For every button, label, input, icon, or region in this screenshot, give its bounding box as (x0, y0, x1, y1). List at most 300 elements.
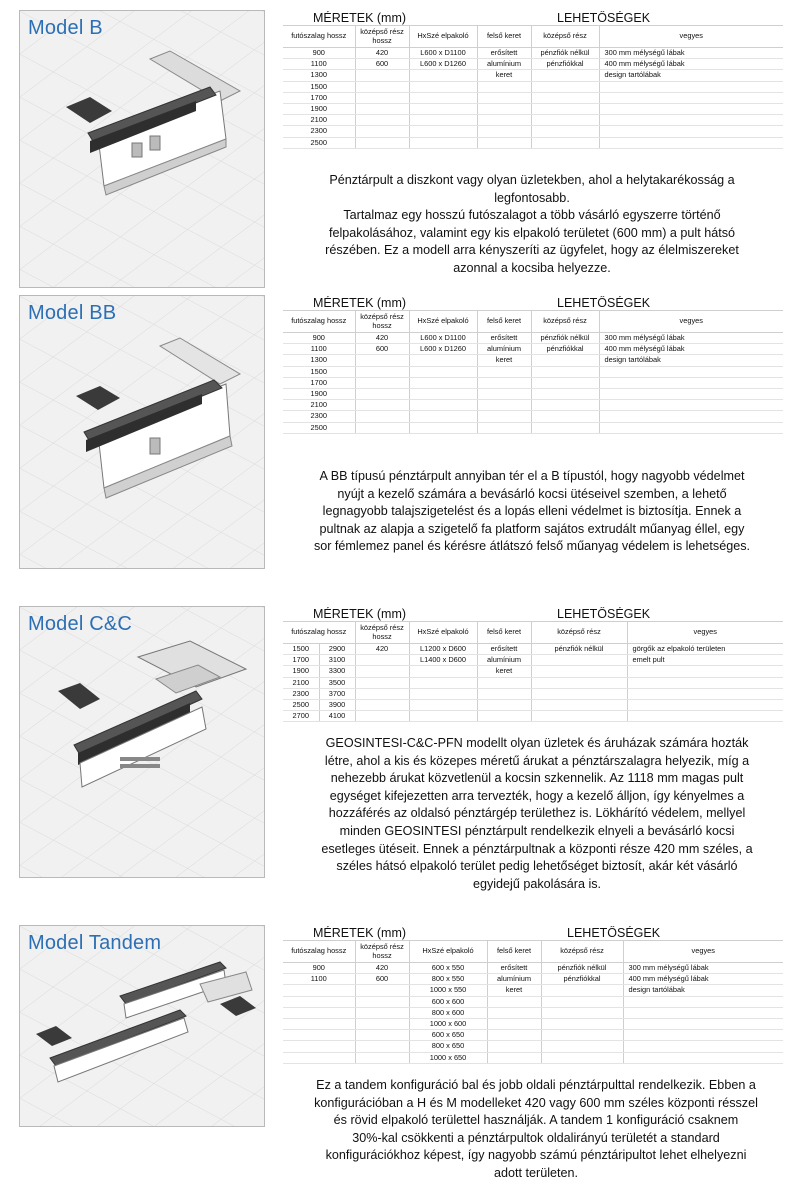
table-cell (355, 422, 409, 433)
table-cell: 2900 (319, 644, 355, 655)
col-misc: vegyes (627, 622, 783, 644)
table-cell (355, 688, 409, 699)
table-cell (355, 411, 409, 422)
table-cell (531, 366, 599, 377)
table-cell: 1500 (283, 81, 355, 92)
table-cell (355, 711, 409, 722)
table-cell (409, 677, 477, 688)
table-cell: 4100 (319, 711, 355, 722)
table-row (283, 48, 783, 59)
description-line: azonnal a kocsiba helyezze. (453, 260, 611, 275)
table-cell (531, 104, 599, 115)
table-cell (599, 411, 783, 422)
table-cell (531, 81, 599, 92)
table-row (283, 366, 783, 377)
table-row (283, 344, 783, 355)
table-cell (355, 700, 409, 711)
table-cell: keret (477, 355, 531, 366)
table-cell: 2300 (283, 688, 319, 699)
table-cell: 2100 (283, 400, 355, 411)
table-row (283, 59, 783, 70)
table-cell: 600 x 600 (409, 996, 487, 1007)
table-cell: 400 mm mélységű lábak (599, 344, 783, 355)
table-cell: 3100 (319, 655, 355, 666)
table-row (283, 137, 783, 148)
table-row (283, 1052, 783, 1063)
col-packing: HxSzé elpakoló (409, 26, 477, 48)
table-cell (623, 1030, 783, 1041)
description-line: legnagyobb talajszigetelést és a lopás elleni védelmet is biztosítja. Ennek a (322, 504, 742, 519)
table-cell (477, 400, 531, 411)
table-row (283, 655, 783, 666)
table-cell: 300 mm mélységű lábak (623, 963, 783, 974)
table-cell: görgők az elpakoló területen (627, 644, 783, 655)
table-cell (627, 677, 783, 688)
table-cell (409, 666, 477, 677)
table-cell (355, 677, 409, 688)
table-row (283, 1041, 783, 1052)
description-line: Pénztárpult a diszkont vagy olyan üzletekben, ahol a helytakarékosság a (329, 173, 735, 187)
table-cell: alumínium (477, 655, 531, 666)
table-row (283, 389, 783, 400)
group-options-label: LEHETŐSÉGEK (477, 11, 783, 26)
model-tandem-spec-table (283, 926, 783, 1064)
table-cell (599, 422, 783, 433)
model-title: Model B (28, 17, 103, 39)
table-cell: 600 (355, 974, 409, 985)
col-middle-part: középső rész (531, 622, 627, 644)
description-line: Ez a tandem konfiguráció bal és jobb oldali pénztárpulttal rendelkezik. Ebben a (316, 1078, 756, 1092)
model-b-description (282, 172, 782, 278)
table-cell (355, 366, 409, 377)
table-cell: 400 mm mélységű lábak (599, 59, 783, 70)
table-row (283, 422, 783, 433)
table-row (283, 333, 783, 344)
table-cell (541, 1019, 623, 1030)
table-cell (409, 400, 477, 411)
table-cell (283, 1041, 355, 1052)
table-cell (477, 422, 531, 433)
table-cell: emelt pult (627, 655, 783, 666)
tandem-counter-illustration (20, 926, 264, 1126)
table-cell: 2100 (283, 677, 319, 688)
table-cell (355, 400, 409, 411)
table-row (283, 411, 783, 422)
table-row (283, 996, 783, 1007)
table-row (283, 126, 783, 137)
col-belt-length: futószalag hossz (283, 941, 355, 963)
table-cell (477, 104, 531, 115)
table-cell (283, 1052, 355, 1063)
description-line: nehezebb árukat közvetlenül a kocsin szkennelik. Az 1118 mm magas pult (330, 771, 744, 786)
table-cell (487, 996, 541, 1007)
table-cell: alumínium (487, 974, 541, 985)
table-cell (627, 666, 783, 677)
table-cell: 2300 (283, 411, 355, 422)
table-cell (531, 92, 599, 103)
col-middle-length: középső rész hossz (355, 941, 409, 963)
description-line: részében. Ez a modell arra kényszeríti az ügyfelet, hogy az élelmiszereket (325, 243, 739, 258)
table-cell: 1900 (283, 104, 355, 115)
table-cell (531, 115, 599, 126)
table-cell (487, 1007, 541, 1018)
model-bb-image (19, 295, 265, 569)
description-line: GEOSINTESI-C&C-PFN modellt olyan üzletek és áruházak számára hozták (325, 736, 749, 750)
table-cell: 2500 (283, 422, 355, 433)
table-cell: 3700 (319, 688, 355, 699)
table-cell (409, 355, 477, 366)
table-cell: pénzfiók nélkül (541, 963, 623, 974)
table-cell (355, 81, 409, 92)
table-cell (531, 688, 627, 699)
table-cell: 300 mm mélységű lábak (599, 333, 783, 344)
table-cell: keret (487, 985, 541, 996)
table-cell (409, 70, 477, 81)
description-line: esetleges ütéseit. Ennek a pénztárpultnak a központi része 420 mm széles, a (321, 841, 753, 856)
table-row (283, 677, 783, 688)
table-cell (409, 104, 477, 115)
table-cell (409, 377, 477, 388)
group-dimensions-label: MÉRETEK (mm) (283, 11, 477, 26)
table-cell (409, 711, 477, 722)
table-cell (409, 126, 477, 137)
table-cell: 420 (355, 644, 409, 655)
table-row (283, 700, 783, 711)
table-cell: 1300 (283, 70, 355, 81)
table-row (283, 985, 783, 996)
table-cell (355, 996, 409, 1007)
model-bb-description (282, 468, 782, 556)
table-cell (477, 389, 531, 400)
table-cell: alumínium (477, 59, 531, 70)
table-cell (531, 677, 627, 688)
table-cell: pénzfiókkal (541, 974, 623, 985)
table-cell (477, 92, 531, 103)
checkout-counter-illustration (20, 11, 264, 287)
table-cell (531, 666, 627, 677)
table-cell: 800 x 650 (409, 1041, 487, 1052)
col-packing: HxSzé elpakoló (409, 311, 477, 333)
model-cc-image (19, 606, 265, 878)
model-cc-description (282, 735, 792, 893)
table-cell (623, 1052, 783, 1063)
table-cell: 600 x 550 (409, 963, 487, 974)
table-cell: 3300 (319, 666, 355, 677)
table-cell (355, 666, 409, 677)
table-cell (599, 92, 783, 103)
table-cell (355, 985, 409, 996)
table-cell (599, 104, 783, 115)
table-cell (599, 115, 783, 126)
table-cell: 1000 x 600 (409, 1019, 487, 1030)
description-line: létre, ahol a kis és közepes méretű árukat a pénztárszalagra helyezik, míg a (324, 753, 750, 768)
table-cell: 420 (355, 48, 409, 59)
col-packing: HxSzé elpakoló (409, 622, 477, 644)
table-cell: pénzfiókkal (531, 344, 599, 355)
col-top-edge: felső keret (487, 941, 541, 963)
table-cell (355, 115, 409, 126)
table-cell (409, 688, 477, 699)
table-cell (477, 711, 531, 722)
table-cell (477, 377, 531, 388)
checkout-counter-illustration (20, 607, 264, 877)
table-cell (355, 377, 409, 388)
table-cell (409, 366, 477, 377)
table-cell (487, 1041, 541, 1052)
table-cell (599, 377, 783, 388)
table-row (283, 963, 783, 974)
description-line: legfontosabb. (494, 190, 570, 205)
table-cell (409, 700, 477, 711)
table-cell: 1100 (283, 974, 355, 985)
col-middle-part: középső rész (541, 941, 623, 963)
table-cell (599, 81, 783, 92)
table-cell (477, 137, 531, 148)
table-cell (623, 996, 783, 1007)
table-cell: 1700 (283, 377, 355, 388)
table-cell (531, 400, 599, 411)
table-cell (623, 1007, 783, 1018)
table-cell (531, 711, 627, 722)
description-line: adott területen. (493, 1165, 579, 1180)
description-line: széles hátsó elpakoló terület pedig lehetőséget biztosít, akár két vásárló (336, 859, 738, 874)
table-cell (355, 137, 409, 148)
table-cell: design tartólábak (623, 985, 783, 996)
table-cell (355, 389, 409, 400)
table-row (283, 104, 783, 115)
table-row (283, 1007, 783, 1018)
table-cell (599, 400, 783, 411)
table-cell: 2700 (283, 711, 319, 722)
table-cell (477, 115, 531, 126)
table-cell: 1900 (283, 389, 355, 400)
table-cell (477, 688, 531, 699)
col-packing: HxSzé elpakoló (409, 941, 487, 963)
table-cell (599, 126, 783, 137)
model-title: Model C&C (28, 613, 133, 635)
table-row (283, 1019, 783, 1030)
col-misc: vegyes (599, 311, 783, 333)
table-cell: 2300 (283, 126, 355, 137)
table-cell: L1200 x D600 (409, 644, 477, 655)
table-cell (355, 104, 409, 115)
group-dimensions-label: MÉRETEK (mm) (283, 926, 487, 941)
table-cell: 800 x 600 (409, 1007, 487, 1018)
table-cell: 1500 (283, 644, 319, 655)
col-middle-part: középső rész (531, 26, 599, 48)
table-cell (541, 1041, 623, 1052)
table-cell (541, 985, 623, 996)
table-cell (409, 411, 477, 422)
description-line: sor fémlemez panel és kérésre átlátszó felső műanyag védelem is lehetséges. (313, 539, 751, 554)
model-tandem-description (280, 1077, 792, 1183)
table-cell (283, 1030, 355, 1041)
table-cell: L600 x D1260 (409, 59, 477, 70)
table-cell: erősített (477, 644, 531, 655)
description-line: egységet kifejezetten arra tervezték, hogy a kezelő álljon, így kényelmes a (329, 788, 745, 803)
table-cell: L600 x D1100 (409, 48, 477, 59)
table-cell (355, 70, 409, 81)
col-top-edge: felső keret (477, 26, 531, 48)
table-cell (409, 137, 477, 148)
table-cell: 420 (355, 963, 409, 974)
table-cell (541, 996, 623, 1007)
checkout-counter-illustration (20, 296, 264, 568)
table-row (283, 1030, 783, 1041)
table-cell (409, 92, 477, 103)
table-cell: 600 (355, 344, 409, 355)
table-cell (355, 1030, 409, 1041)
table-cell (355, 126, 409, 137)
description-line: hozzáférés az oldalsó pénztárgép területhez is. Lökhárító védelem, mellyel (328, 806, 746, 821)
table-cell: 2100 (283, 115, 355, 126)
table-cell (531, 422, 599, 433)
table-cell (477, 411, 531, 422)
description-line: nyújt a kezelő számára a bevásárló kocsi ütéseivel szemben, a lehető (337, 486, 727, 501)
table-cell (283, 1007, 355, 1018)
table-cell: keret (477, 70, 531, 81)
table-cell (541, 1030, 623, 1041)
model-bb-spec-table (283, 296, 783, 434)
table-cell (623, 1019, 783, 1030)
table-cell: 300 mm mélységű lábak (599, 48, 783, 59)
table-row (283, 92, 783, 103)
table-cell (487, 1052, 541, 1063)
table-row (283, 974, 783, 985)
table-cell (531, 137, 599, 148)
model-b-image (19, 10, 265, 288)
description-line: és rövid elpakoló területtel használják. A tandem 1 konfiguráció csaknem (333, 1113, 739, 1128)
description-line: 30%-kal csökkenti a pénztárpultok oldalirányú területét a standard (352, 1130, 720, 1145)
table-cell (541, 1007, 623, 1018)
description-line: konfigurációban a H és M modelleket 420 vagy 600 mm széles központi résszel (314, 1095, 758, 1110)
table-cell (531, 70, 599, 81)
table-cell (355, 1041, 409, 1052)
table-cell (531, 126, 599, 137)
table-cell (355, 355, 409, 366)
table-row (283, 644, 783, 655)
table-cell (531, 377, 599, 388)
table-cell (477, 81, 531, 92)
description-line: pultnak az alapja a szigetelő fa platform sajátos extrudált műanyag éllel, egy (319, 521, 745, 536)
table-cell: erősített (477, 333, 531, 344)
table-cell: 1300 (283, 355, 355, 366)
table-cell (599, 137, 783, 148)
table-cell: keret (477, 666, 531, 677)
table-cell: pénzfiók nélkül (531, 333, 599, 344)
table-cell: 600 (355, 59, 409, 70)
table-cell (627, 711, 783, 722)
table-cell (531, 389, 599, 400)
table-row (283, 400, 783, 411)
table-cell (541, 1052, 623, 1063)
table-cell (283, 1019, 355, 1030)
table-cell (409, 422, 477, 433)
table-row (283, 377, 783, 388)
table-cell: 1700 (283, 92, 355, 103)
table-cell: 800 x 550 (409, 974, 487, 985)
group-dimensions-label: MÉRETEK (mm) (283, 296, 477, 311)
col-middle-length: középső rész hossz (355, 26, 409, 48)
table-cell (283, 985, 355, 996)
table-row (283, 688, 783, 699)
table-cell: L1400 x D600 (409, 655, 477, 666)
table-row (283, 70, 783, 81)
table-row (283, 666, 783, 677)
col-middle-length: középső rész hossz (355, 311, 409, 333)
table-row (283, 355, 783, 366)
table-cell: design tartólábak (599, 70, 783, 81)
table-cell: erősített (477, 48, 531, 59)
col-middle-part: középső rész (531, 311, 599, 333)
table-cell: alumínium (477, 344, 531, 355)
table-cell (487, 1019, 541, 1030)
table-cell: design tartólábak (599, 355, 783, 366)
table-cell (627, 688, 783, 699)
table-cell (355, 1019, 409, 1030)
table-cell (355, 1007, 409, 1018)
table-cell (487, 1030, 541, 1041)
table-row (283, 115, 783, 126)
table-cell (355, 1052, 409, 1063)
table-cell (531, 355, 599, 366)
table-cell (599, 366, 783, 377)
table-cell: 400 mm mélységű lábak (623, 974, 783, 985)
description-line: egyidejű pakolására is. (472, 876, 602, 891)
table-cell: L600 x D1100 (409, 333, 477, 344)
table-cell: 1000 x 550 (409, 985, 487, 996)
table-cell: 3500 (319, 677, 355, 688)
table-cell: 1000 x 650 (409, 1052, 487, 1063)
table-cell: 900 (283, 333, 355, 344)
group-options-label: LEHETŐSÉGEK (477, 296, 783, 311)
table-cell (409, 389, 477, 400)
description-line: felpakolásához, valamint egy kis elpakoló területet (600 mm) a pult hátsó (328, 225, 735, 240)
description-line: minden GEOSINTESI pénztárpult rendelkezik elnyeli a bevásárló kocsi (339, 823, 735, 838)
table-cell (409, 115, 477, 126)
col-belt-length: futószalag hossz (283, 311, 355, 333)
table-cell: pénzfiók nélkül (531, 48, 599, 59)
table-cell (531, 411, 599, 422)
table-row (283, 711, 783, 722)
table-cell: 1100 (283, 344, 355, 355)
col-misc: vegyes (599, 26, 783, 48)
col-belt-length: futószalag hossz (283, 26, 355, 48)
table-cell (355, 92, 409, 103)
table-cell (531, 700, 627, 711)
table-cell (627, 700, 783, 711)
table-cell: 2500 (283, 137, 355, 148)
table-cell: 1900 (283, 666, 319, 677)
table-cell (623, 1041, 783, 1052)
table-cell: 3900 (319, 700, 355, 711)
table-cell: 900 (283, 963, 355, 974)
table-cell: 1100 (283, 59, 355, 70)
table-cell: 1500 (283, 366, 355, 377)
description-line: A BB típusú pénztárpult annyiban tér el a B típustól, hogy nagyobb védelmet (319, 469, 745, 483)
col-misc: vegyes (623, 941, 783, 963)
table-cell: L600 x D1260 (409, 344, 477, 355)
model-title: Model Tandem (28, 932, 162, 954)
table-cell (531, 655, 627, 666)
table-cell (409, 81, 477, 92)
col-top-edge: felső keret (477, 622, 531, 644)
group-dimensions-label: MÉRETEK (mm) (283, 607, 477, 622)
table-cell (477, 677, 531, 688)
table-cell (355, 655, 409, 666)
group-options-label: LEHETŐSÉGEK (487, 926, 783, 941)
group-options-label: LEHETŐSÉGEK (477, 607, 783, 622)
